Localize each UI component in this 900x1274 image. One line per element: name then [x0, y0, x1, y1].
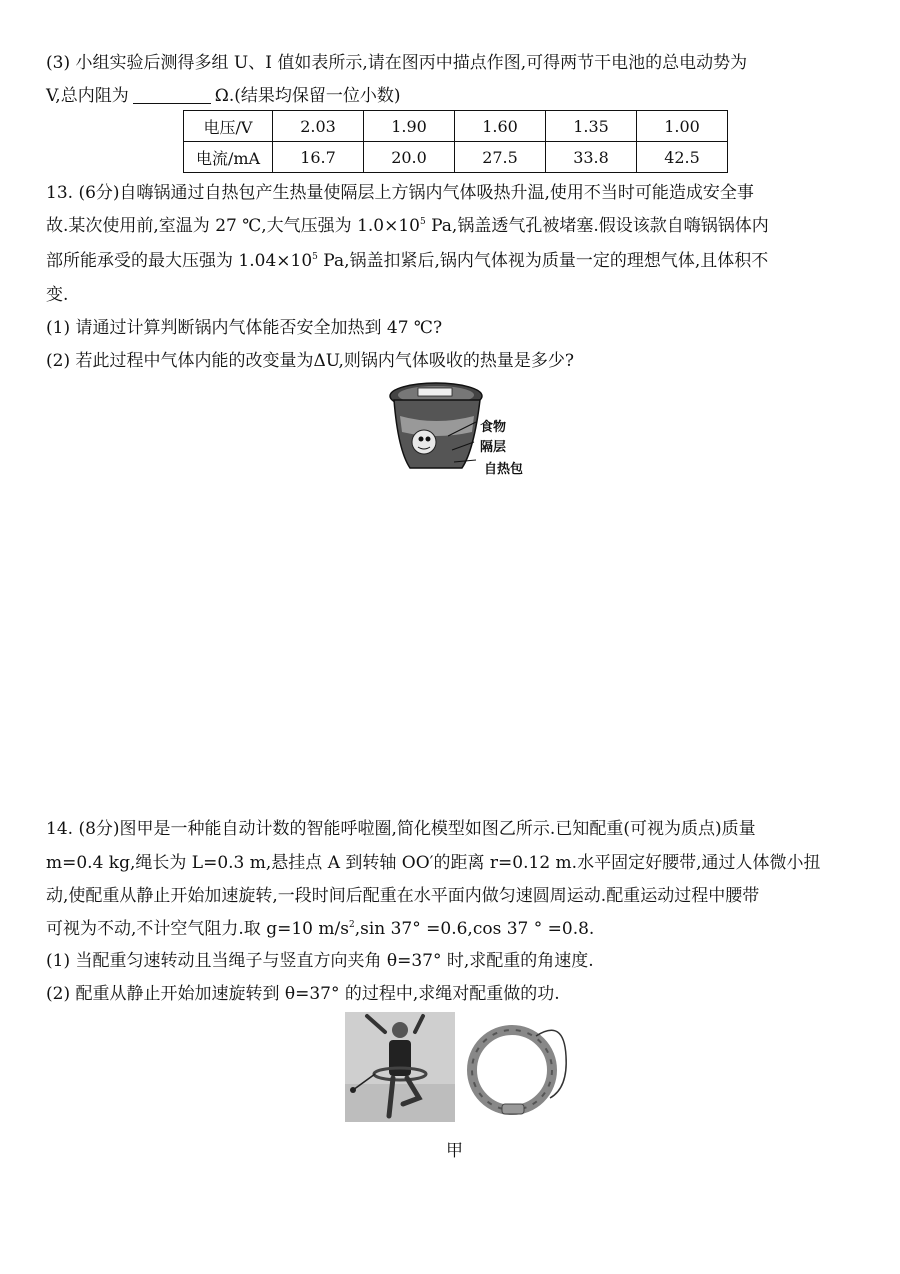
table-cell: 27.5 [455, 142, 546, 173]
table-row-voltage [184, 111, 728, 142]
table-cell: 1.60 [455, 111, 546, 142]
q14-part-2: (2) 配重从静止开始加速旋转到 θ=37° 的过程中,求绳对配重做的功. [46, 984, 560, 1004]
label-heater: 自热包 [484, 462, 524, 477]
table-header-voltage: 电压/V [184, 111, 273, 142]
exponent: 5 [419, 217, 426, 227]
table-cell: 1.00 [637, 111, 728, 142]
table-header-current: 电流/mA [184, 142, 273, 173]
table-cell: 1.35 [546, 111, 637, 142]
q12-line-1: (3) 小组实验后测得多组 U、I 值如表所示,请在图丙中描点作图,可得两节干电池的总电动势为 [46, 53, 748, 73]
q14-part-1: (1) 当配重匀速转动且当绳子与竖直方向夹角 θ=37° 时,求配重的角速度. [46, 951, 594, 971]
q13-line-1: 13. (6分)自嗨锅通过自热包产生热量使隔层上方锅内气体吸热升温,使用不当时可能造成安全事 [46, 183, 754, 203]
hula-hoop-photo [462, 1012, 572, 1122]
exponent: 2 [348, 920, 355, 930]
q13-line-2-b: Pa,锅盖透气孔被堵塞.假设该款自嗨锅锅体内 [425, 216, 769, 236]
label-layer: 隔层 [480, 440, 507, 455]
self-heating-pot-figure [388, 380, 488, 478]
table-row-current [184, 142, 728, 173]
label-food: 食物 [480, 420, 507, 435]
q12-line-2 [46, 85, 400, 107]
table-cell: 16.7 [273, 142, 364, 173]
table-cell: 2.03 [273, 111, 364, 142]
q14-line-1: 14. (8分)图甲是一种能自动计数的智能呼啦圈,简化模型如图乙所示.已知配重(可视为质点)质量 [46, 819, 756, 839]
q12-line-2-b: Ω.(结果均保留一位小数) [214, 86, 401, 106]
q14-line-4-a: 可视为不动,不计空气阻力.取 g=10 m/s [46, 919, 349, 939]
q13-part-1: (1) 请通过计算判断锅内气体能否安全加热到 47 ℃? [46, 318, 443, 338]
data-table [183, 110, 728, 173]
q13-part-2: (2) 若此过程中气体内能的改变量为ΔU,则锅内气体吸收的热量是多少? [46, 351, 575, 371]
q13-line-3-a: 部所能承受的最大压强为 1.04×10 [46, 251, 313, 271]
q14-line-4 [46, 918, 594, 940]
table-cell: 20.0 [364, 142, 455, 173]
q14-line-4-b: ,sin 37° =0.6,cos 37 ° =0.8. [354, 919, 595, 939]
table-cell: 42.5 [637, 142, 728, 173]
q14-line-3: 动,使配重从静止开始加速旋转,一段时间后配重在水平面内做匀速圆周运动.配重运动过程中腰带 [46, 886, 760, 906]
q12-line-2-a: V,总内阻为 [46, 86, 129, 106]
q14-line-2: m=0.4 kg,绳长为 L=0.3 m,悬挂点 A 到转轴 OO′的距离 r=0.12 m.水平固定好腰带,通过人体微小扭 [46, 853, 821, 873]
table-cell: 1.90 [364, 111, 455, 142]
hula-hoop-person-photo [345, 1012, 455, 1122]
table-cell: 33.8 [546, 142, 637, 173]
q13-line-3-b: Pa,锅盖扣紧后,锅内气体视为质量一定的理想气体,且体积不 [317, 251, 769, 271]
q13-line-2-a: 故.某次使用前,室温为 27 ℃,大气压强为 1.0×10 [46, 216, 420, 236]
figure-caption-jia: 甲 [446, 1141, 463, 1161]
q13-line-4: 变. [46, 285, 69, 305]
q13-line-2 [46, 215, 769, 237]
answer-blank [133, 87, 211, 104]
q13-line-3 [46, 250, 768, 272]
exponent: 5 [312, 252, 318, 262]
